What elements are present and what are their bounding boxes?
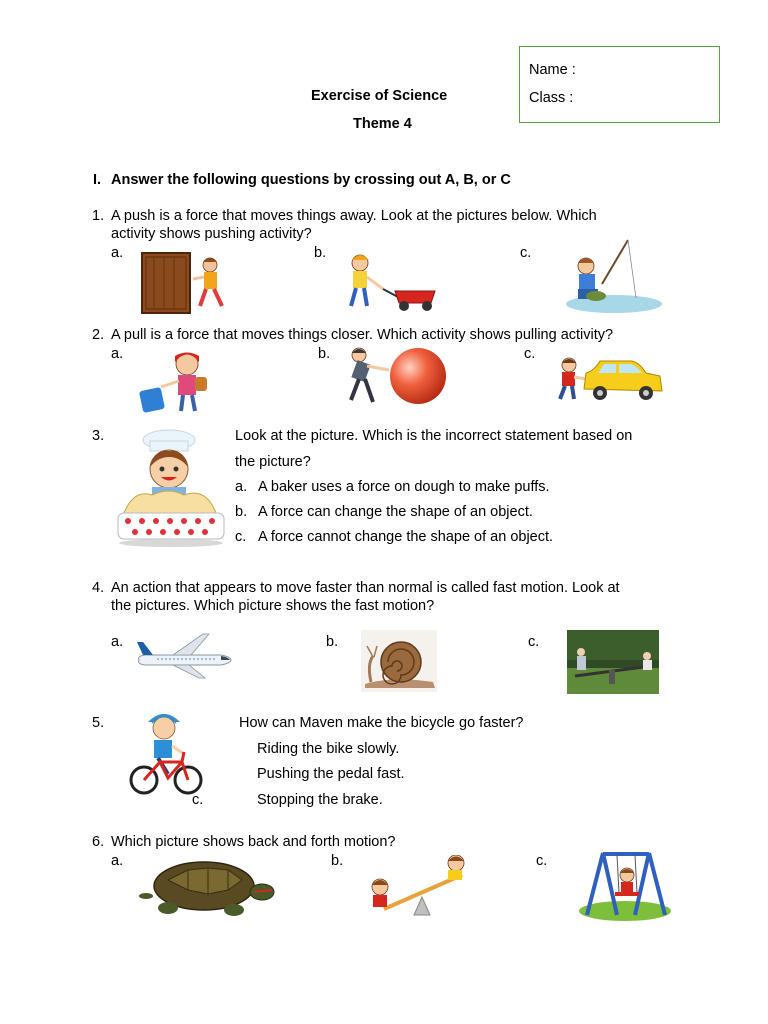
q5-option-c-label[interactable]: c. xyxy=(192,792,204,808)
q1-line2: activity shows pushing activity? xyxy=(111,226,312,242)
q1-line1: A push is a force that moves things away. Look at the pictures below. Which xyxy=(111,208,597,224)
q3-option-a-text: A baker uses a force on dough to make puffs. xyxy=(258,479,550,495)
section-number: I. xyxy=(93,172,102,188)
q6-option-c[interactable]: c. xyxy=(536,853,548,869)
q1-option-b[interactable]: b. xyxy=(314,245,327,261)
q6-option-a[interactable]: a. xyxy=(111,853,124,869)
name-class-box xyxy=(519,46,720,123)
q5-option-b-text: Pushing the pedal fast. xyxy=(257,766,405,782)
q2-number: 2. xyxy=(92,327,105,343)
name-label: Name : xyxy=(529,62,576,78)
q4-option-b[interactable]: b. xyxy=(326,634,339,650)
boy-bicycle-picture xyxy=(128,708,206,798)
q3-number: 3. xyxy=(92,428,105,444)
q6-text: Which picture shows back and forth motion? xyxy=(111,834,396,850)
q5-option-a-text: Riding the bike slowly. xyxy=(257,741,400,757)
push-car-picture xyxy=(554,349,666,407)
q3-line1: Look at the picture. Which is the incorrect statement based on xyxy=(235,428,633,444)
q4-option-c[interactable]: c. xyxy=(528,634,540,650)
girl-luggage-picture xyxy=(137,349,223,415)
q1-number: 1. xyxy=(92,208,105,224)
q5-text: How can Maven make the bicycle go faster? xyxy=(239,715,524,731)
turtle-picture xyxy=(138,856,276,920)
q4-line2: the pictures. Which picture shows the fast motion? xyxy=(111,598,435,614)
push-ball-picture xyxy=(345,346,449,408)
swing-picture xyxy=(577,849,675,925)
q5-number: 5. xyxy=(92,715,105,731)
pull-wagon-picture xyxy=(343,251,439,313)
q2-option-c[interactable]: c. xyxy=(524,346,536,362)
q4-option-a[interactable]: a. xyxy=(111,634,124,650)
seesaw-photo-picture xyxy=(567,630,659,694)
page-subtitle: Theme 4 xyxy=(353,116,412,132)
push-door-picture xyxy=(140,252,232,314)
seesaw-cartoon-picture xyxy=(364,855,474,921)
q1-option-a[interactable]: a. xyxy=(111,245,124,261)
q6-option-b[interactable]: b. xyxy=(331,853,344,869)
snail-picture xyxy=(361,630,437,692)
class-label: Class : xyxy=(529,90,574,106)
q3-option-a-label[interactable]: a. xyxy=(235,479,248,495)
fishing-picture xyxy=(562,236,662,314)
q2-option-a[interactable]: a. xyxy=(111,346,124,362)
q4-line1: An action that appears to move faster than normal is called fast motion. Look at xyxy=(111,580,620,596)
page-title: Exercise of Science xyxy=(311,88,448,104)
q4-number: 4. xyxy=(92,580,105,596)
section-instruction: Answer the following questions by crossing out A, B, or C xyxy=(111,172,511,188)
airplane-picture xyxy=(133,632,233,680)
q1-option-c[interactable]: c. xyxy=(520,245,532,261)
q6-number: 6. xyxy=(92,834,105,850)
q5-option-c-text: Stopping the brake. xyxy=(257,792,383,808)
q3-option-c-label[interactable]: c. xyxy=(235,529,247,545)
q2-option-b[interactable]: b. xyxy=(318,346,331,362)
baker-dough-picture xyxy=(114,429,232,549)
q3-option-b-label[interactable]: b. xyxy=(235,504,248,520)
q3-option-b-text: A force can change the shape of an object. xyxy=(258,504,533,520)
q2-text: A pull is a force that moves things closer. Which activity shows pulling activity? xyxy=(111,327,614,343)
q3-line2: the picture? xyxy=(235,454,311,470)
q3-option-c-text: A force cannot change the shape of an object. xyxy=(258,529,554,545)
